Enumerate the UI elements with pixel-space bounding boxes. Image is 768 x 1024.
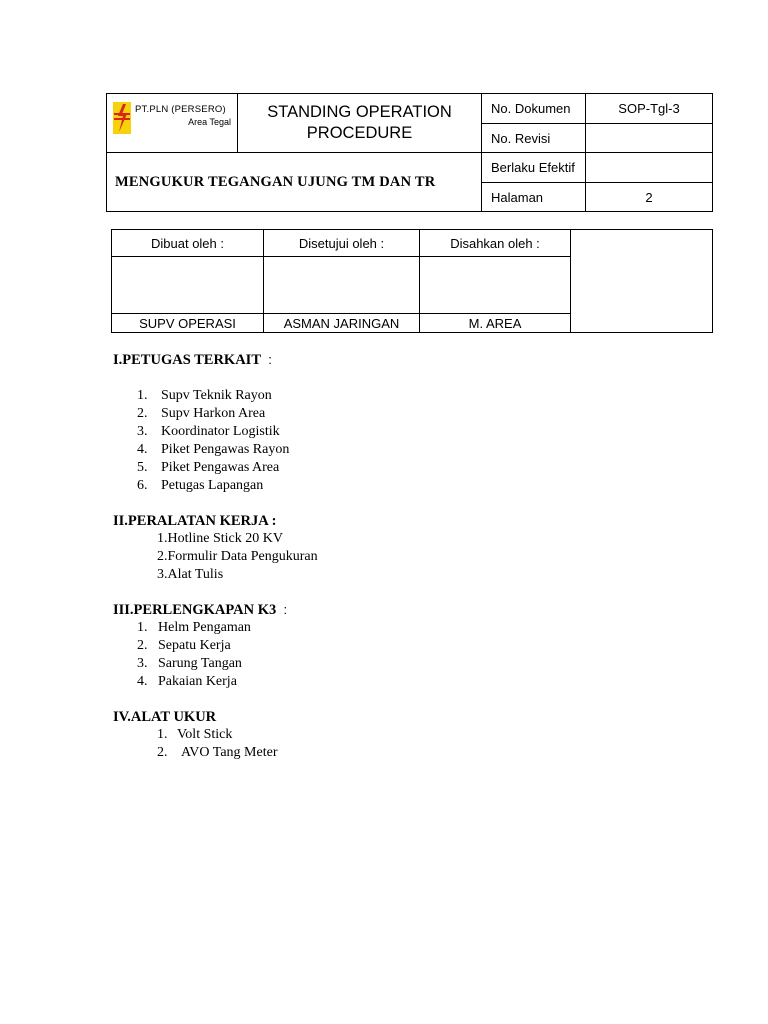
field-value-no-dokumen: SOP-Tgl-3 <box>586 94 713 124</box>
signature-box-disahkan <box>420 257 571 314</box>
list-item: 3.Alat Tulis <box>157 567 224 582</box>
approval-name-disetujui: ASMAN JARINGAN <box>264 314 420 333</box>
list-item: 3. Sarung Tangan <box>137 656 242 671</box>
field-label-halaman: Halaman <box>482 183 586 212</box>
section-title-peralatan: II.PERALATAN KERJA : <box>113 513 277 529</box>
list-item: 1.Hotline Stick 20 KV <box>157 531 283 546</box>
approval-header-dibuat: Dibuat oleh : <box>112 230 264 257</box>
company-area: Area Tegal <box>188 117 231 127</box>
pln-logo-icon <box>113 102 131 134</box>
field-value-no-revisi <box>586 124 713 153</box>
field-label-no-revisi: No. Revisi <box>482 124 586 153</box>
section-title-petugas: I.PETUGAS TERKAIT : <box>113 352 272 368</box>
document-title: STANDING OPERATION PROCEDURE <box>238 94 482 153</box>
section-title-perlengkapan: III.PERLENGKAPAN K3 : <box>113 602 288 618</box>
approval-header-disetujui: Disetujui oleh : <box>264 230 420 257</box>
company-name: PT.PLN (PERSERO) <box>135 104 226 115</box>
list-item: 2. Sepatu Kerja <box>137 638 231 653</box>
list-item: 1. Supv Teknik Rayon <box>137 388 272 403</box>
section-title-alat-ukur: IV.ALAT UKUR <box>113 709 217 725</box>
approval-table <box>111 229 713 333</box>
list-item: 6. Petugas Lapangan <box>137 478 264 493</box>
list-item: 4. Piket Pengawas Rayon <box>137 442 290 457</box>
field-value-berlaku-efektif <box>586 153 713 183</box>
field-label-no-dokumen: No. Dokumen <box>482 94 586 124</box>
field-value-halaman: 2 <box>586 183 713 212</box>
list-item: 1. Helm Pengaman <box>137 620 251 635</box>
list-item: 3. Koordinator Logistik <box>137 424 280 439</box>
approval-header-disahkan: Disahkan oleh : <box>420 230 571 257</box>
list-item: 5. Piket Pengawas Area <box>137 460 280 475</box>
field-label-berlaku-efektif: Berlaku Efektif <box>482 153 586 183</box>
list-item: 2.Formulir Data Pengukuran <box>157 549 318 564</box>
company-logo-cell <box>107 94 238 153</box>
procedure-topic: MENGUKUR TEGANGAN UJUNG TM DAN TR <box>107 153 482 212</box>
signature-box-dibuat <box>112 257 264 314</box>
approval-stamp-cell <box>571 230 713 333</box>
signature-box-disetujui <box>264 257 420 314</box>
approval-name-disahkan: M. AREA <box>420 314 571 333</box>
list-item: 1. Volt Stick <box>157 727 233 742</box>
document-header-table <box>106 93 713 212</box>
list-item: 2. AVO Tang Meter <box>157 745 278 760</box>
list-item: 2. Supv Harkon Area <box>137 406 266 421</box>
approval-name-dibuat: SUPV OPERASI <box>112 314 264 333</box>
list-item: 4. Pakaian Kerja <box>137 674 237 689</box>
